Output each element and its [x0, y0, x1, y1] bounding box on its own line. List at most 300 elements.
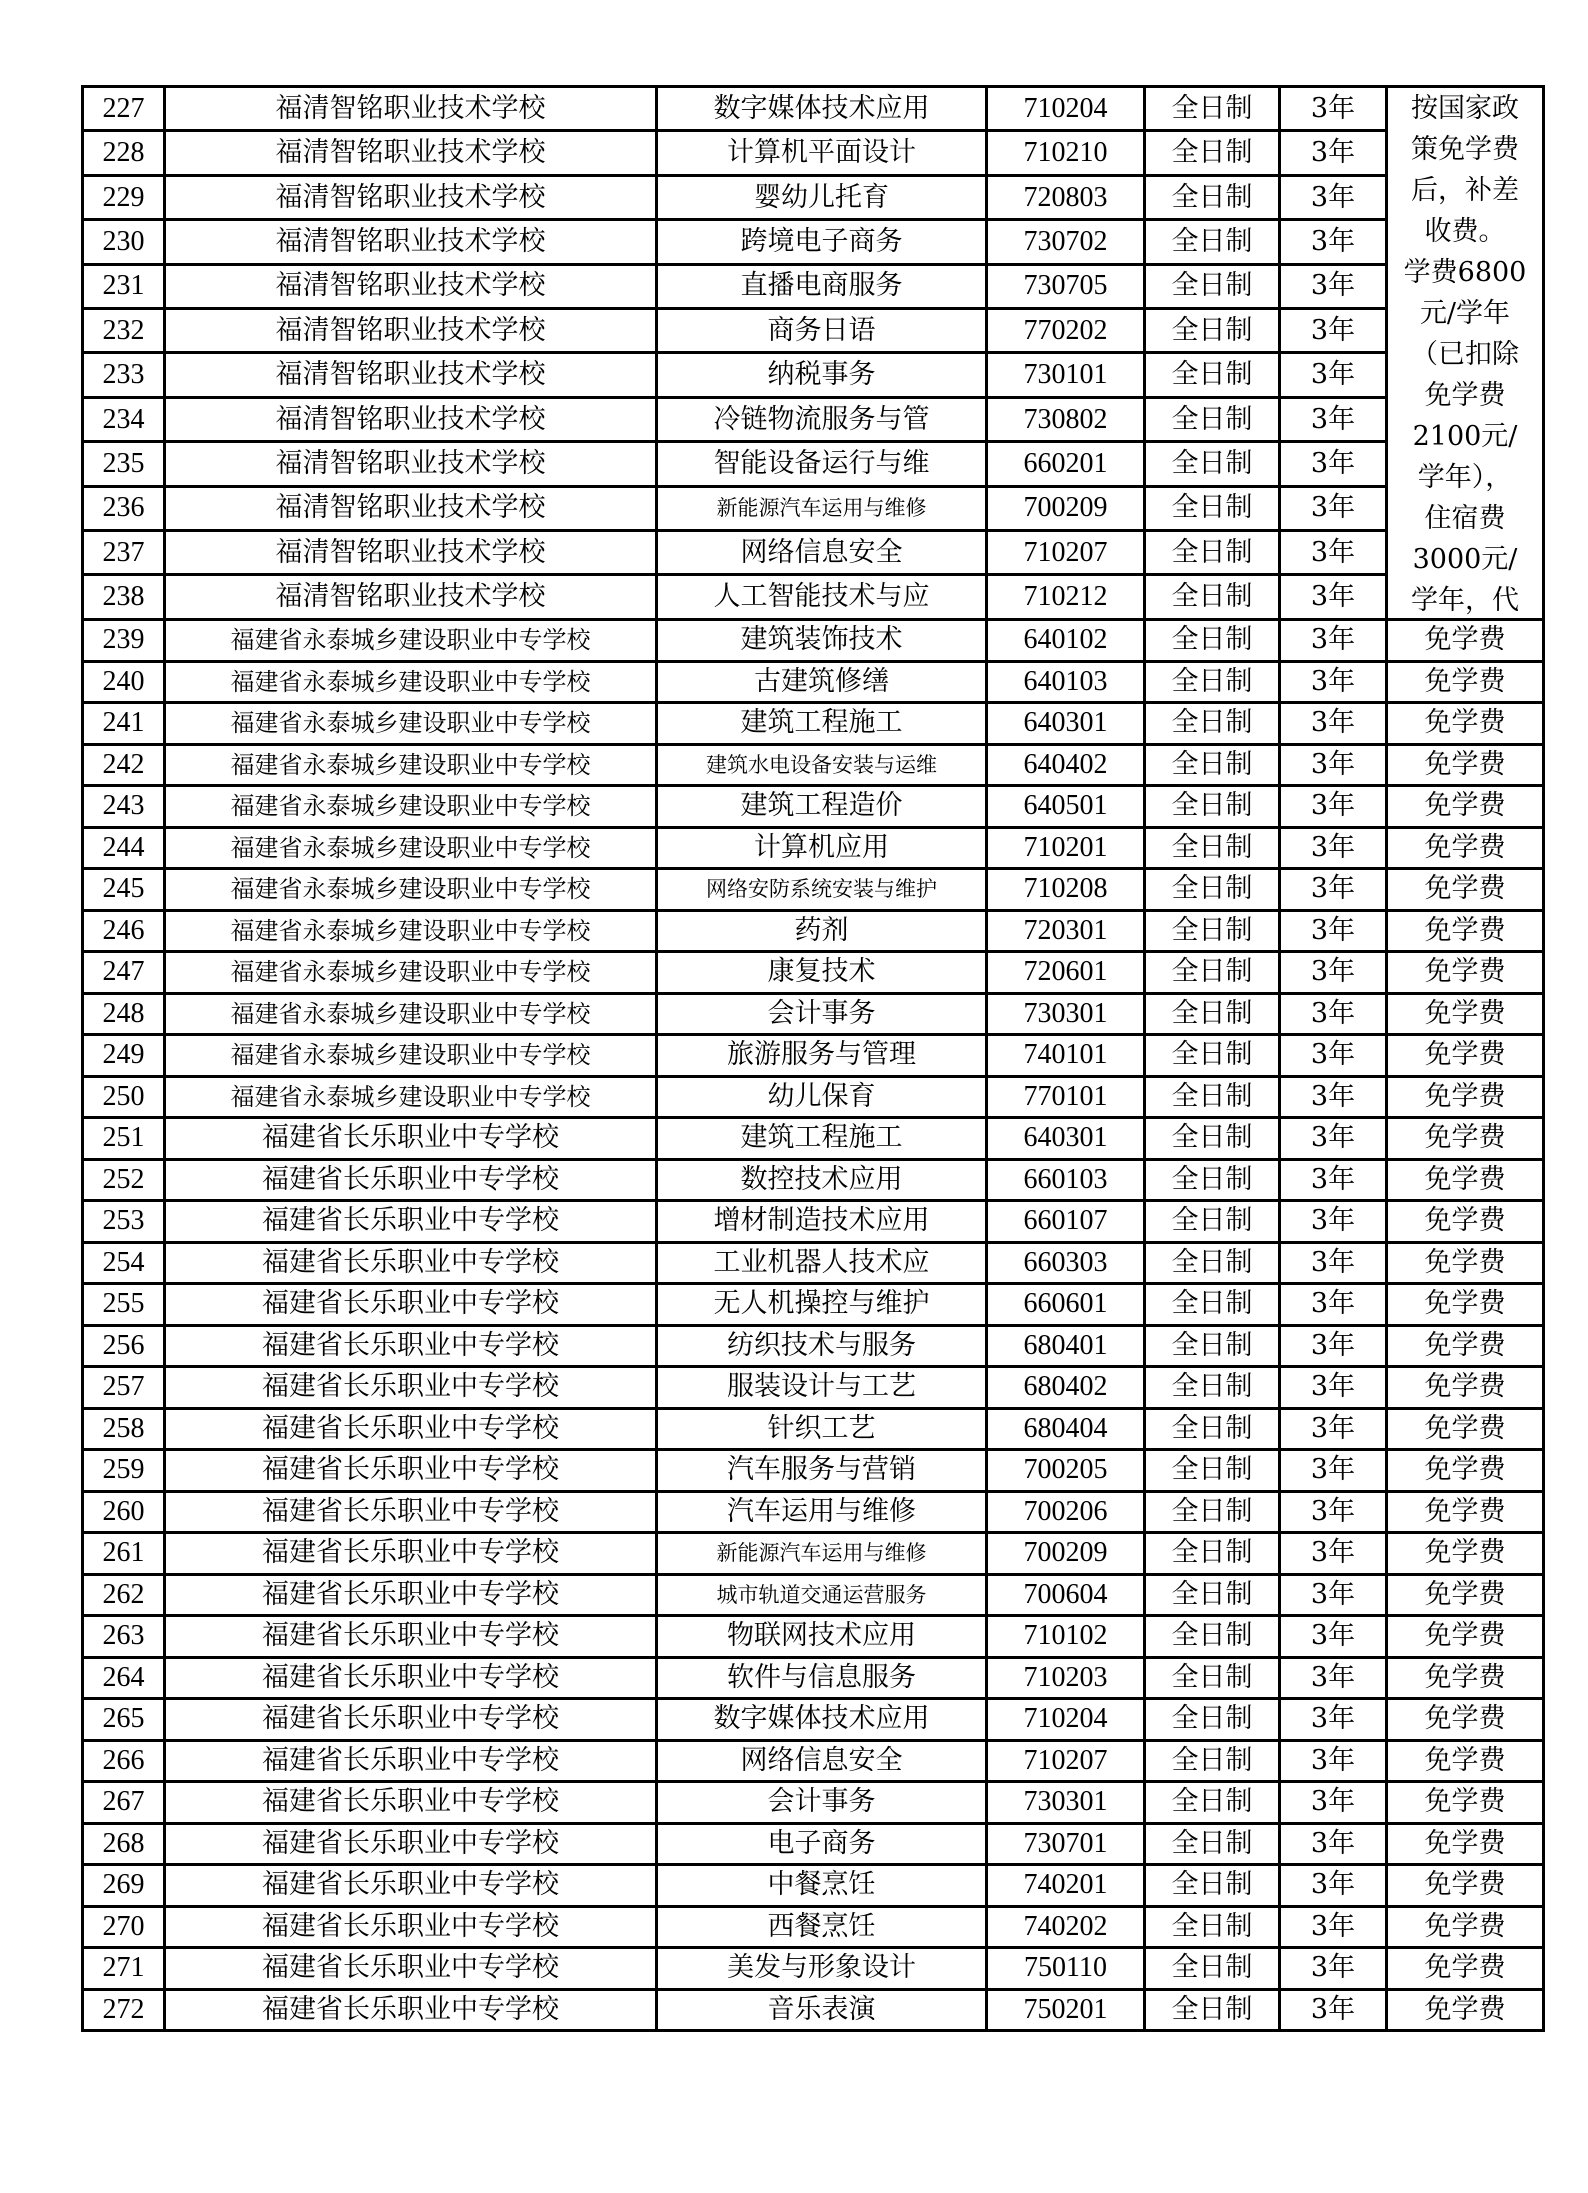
table-row: [83, 1699, 1544, 1741]
fee-cell: 免学费: [1387, 1533, 1544, 1575]
duration-cell: 3年: [1280, 531, 1387, 575]
school-name-cell: 福建省永泰城乡建设职业中专学校: [165, 910, 657, 952]
duration-cell: 3年: [1280, 131, 1387, 175]
study-mode-cell: 全日制: [1145, 1906, 1280, 1948]
school-name-cell: 福清智铭职业技术学校: [165, 131, 657, 175]
row-number-cell: 232: [83, 309, 165, 353]
fee-note-line: 元/学年: [1419, 298, 1511, 329]
major-name-cell: 幼儿保育: [657, 1076, 987, 1118]
row-number-cell: 229: [83, 175, 165, 219]
fee-cell: 免学费: [1387, 1450, 1544, 1492]
table-row: [83, 1657, 1544, 1699]
school-name-cell: 福建省永泰城乡建设职业中专学校: [165, 952, 657, 994]
study-mode-cell: 全日制: [1145, 1118, 1280, 1160]
major-code-cell: 720601: [987, 952, 1145, 994]
row-number-cell: 265: [83, 1699, 165, 1741]
major-code-cell: 700209: [987, 486, 1145, 530]
major-code-cell: 660107: [987, 1201, 1145, 1243]
major-code-cell: 680401: [987, 1325, 1145, 1367]
study-mode-cell: 全日制: [1145, 1782, 1280, 1824]
school-name-cell: 福建省长乐职业中专学校: [165, 1242, 657, 1284]
row-number-cell: 237: [83, 531, 165, 575]
duration-cell: 3年: [1280, 397, 1387, 441]
study-mode-cell: 全日制: [1145, 1574, 1280, 1616]
major-name-cell: 中餐烹饪: [657, 1865, 987, 1907]
study-mode-cell: 全日制: [1145, 1533, 1280, 1575]
school-name-cell: 福建省长乐职业中专学校: [165, 1699, 657, 1741]
fee-cell: 免学费: [1387, 1989, 1544, 2031]
major-code-cell: 710208: [987, 869, 1145, 911]
study-mode-cell: 全日制: [1145, 1989, 1280, 2031]
row-number-cell: 263: [83, 1616, 165, 1658]
table-row: [83, 1865, 1544, 1907]
row-number-cell: 239: [83, 620, 165, 662]
row-number-cell: 246: [83, 910, 165, 952]
study-mode-cell: 全日制: [1145, 575, 1280, 620]
row-number-cell: 247: [83, 952, 165, 994]
major-code-cell: 710203: [987, 1657, 1145, 1699]
fee-note-line: 免学费: [1424, 380, 1506, 411]
table-row: [83, 175, 1544, 219]
major-code-cell: 710201: [987, 827, 1145, 869]
duration-cell: 3年: [1280, 952, 1387, 994]
fee-cell: 免学费: [1387, 1948, 1544, 1990]
duration-cell: 3年: [1280, 1284, 1387, 1326]
study-mode-cell: 全日制: [1145, 309, 1280, 353]
row-number-cell: 266: [83, 1740, 165, 1782]
major-code-cell: 710204: [987, 87, 1145, 131]
table-row: [83, 1782, 1544, 1824]
school-name-cell: 福建省长乐职业中专学校: [165, 1823, 657, 1865]
study-mode-cell: 全日制: [1145, 661, 1280, 703]
fee-note-line: 学年，代: [1411, 585, 1519, 616]
fee-cell: 免学费: [1387, 661, 1544, 703]
row-number-cell: 250: [83, 1076, 165, 1118]
fee-cell: 免学费: [1387, 1284, 1544, 1326]
major-name-cell: 数字媒体技术应用: [657, 1699, 987, 1741]
duration-cell: 3年: [1280, 620, 1387, 662]
study-mode-cell: 全日制: [1145, 1035, 1280, 1077]
study-mode-cell: 全日制: [1145, 786, 1280, 828]
major-name-cell: 计算机平面设计: [657, 131, 987, 175]
major-code-cell: 730802: [987, 397, 1145, 441]
school-name-cell: 福建省长乐职业中专学校: [165, 1574, 657, 1616]
study-mode-cell: 全日制: [1145, 1740, 1280, 1782]
major-name-cell: 康复技术: [657, 952, 987, 994]
school-name-cell: 福建省永泰城乡建设职业中专学校: [165, 869, 657, 911]
school-name-cell: 福建省永泰城乡建设职业中专学校: [165, 620, 657, 662]
duration-cell: 3年: [1280, 1491, 1387, 1533]
table-row: [83, 869, 1544, 911]
duration-cell: 3年: [1280, 1201, 1387, 1243]
table-row: [83, 309, 1544, 353]
duration-cell: 3年: [1280, 1325, 1387, 1367]
study-mode-cell: 全日制: [1145, 1076, 1280, 1118]
table-row: [83, 531, 1544, 575]
major-code-cell: 640103: [987, 661, 1145, 703]
major-code-cell: 730702: [987, 220, 1145, 264]
duration-cell: 3年: [1280, 1159, 1387, 1201]
duration-cell: 3年: [1280, 87, 1387, 131]
duration-cell: 3年: [1280, 309, 1387, 353]
school-name-cell: 福清智铭职业技术学校: [165, 175, 657, 219]
table-row: [83, 1284, 1544, 1326]
major-name-cell: 纺织技术与服务: [657, 1325, 987, 1367]
major-code-cell: 640301: [987, 703, 1145, 745]
study-mode-cell: 全日制: [1145, 1823, 1280, 1865]
duration-cell: 3年: [1280, 910, 1387, 952]
major-code-cell: 640301: [987, 1118, 1145, 1160]
fee-cell: 免学费: [1387, 1906, 1544, 1948]
duration-cell: 3年: [1280, 442, 1387, 486]
major-code-cell: 740201: [987, 1865, 1145, 1907]
study-mode-cell: 全日制: [1145, 952, 1280, 994]
duration-cell: 3年: [1280, 575, 1387, 620]
table-row: [83, 353, 1544, 397]
table-row: [83, 486, 1544, 530]
study-mode-cell: 全日制: [1145, 264, 1280, 308]
duration-cell: 3年: [1280, 661, 1387, 703]
major-name-cell: 会计事务: [657, 993, 987, 1035]
duration-cell: 3年: [1280, 1408, 1387, 1450]
study-mode-cell: 全日制: [1145, 869, 1280, 911]
major-name-cell: 网络安防系统安装与维护: [657, 869, 987, 911]
major-name-cell: 汽车服务与营销: [657, 1450, 987, 1492]
major-code-cell: 680402: [987, 1367, 1145, 1409]
school-name-cell: 福建省长乐职业中专学校: [165, 1159, 657, 1201]
duration-cell: 3年: [1280, 1948, 1387, 1990]
table-row: [83, 1533, 1544, 1575]
duration-cell: 3年: [1280, 1076, 1387, 1118]
fee-note-merged-cell: [1387, 87, 1544, 620]
fee-cell: 免学费: [1387, 1699, 1544, 1741]
table-row: [83, 1823, 1544, 1865]
school-name-cell: 福建省长乐职业中专学校: [165, 1657, 657, 1699]
table-row: [83, 1201, 1544, 1243]
fee-note-line: 收费。: [1424, 216, 1506, 247]
study-mode-cell: 全日制: [1145, 131, 1280, 175]
school-name-cell: 福建省长乐职业中专学校: [165, 1782, 657, 1824]
duration-cell: 3年: [1280, 1782, 1387, 1824]
school-name-cell: 福建省永泰城乡建设职业中专学校: [165, 703, 657, 745]
study-mode-cell: 全日制: [1145, 1325, 1280, 1367]
fee-cell: 免学费: [1387, 786, 1544, 828]
major-code-cell: 710210: [987, 131, 1145, 175]
major-name-cell: 服装设计与工艺: [657, 1367, 987, 1409]
fee-note-line: 策免学费: [1411, 134, 1519, 165]
study-mode-cell: 全日制: [1145, 220, 1280, 264]
row-number-cell: 245: [83, 869, 165, 911]
fee-cell: 免学费: [1387, 1491, 1544, 1533]
school-name-cell: 福建省长乐职业中专学校: [165, 1201, 657, 1243]
study-mode-cell: 全日制: [1145, 1242, 1280, 1284]
study-mode-cell: 全日制: [1145, 353, 1280, 397]
fee-cell: 免学费: [1387, 1408, 1544, 1450]
major-code-cell: 640102: [987, 620, 1145, 662]
fee-cell: 免学费: [1387, 1574, 1544, 1616]
school-name-cell: 福建省长乐职业中专学校: [165, 1906, 657, 1948]
study-mode-cell: 全日制: [1145, 1657, 1280, 1699]
row-number-cell: 255: [83, 1284, 165, 1326]
table-row: [83, 993, 1544, 1035]
duration-cell: 3年: [1280, 1740, 1387, 1782]
table-row: [83, 744, 1544, 786]
study-mode-cell: 全日制: [1145, 1408, 1280, 1450]
row-number-cell: 272: [83, 1989, 165, 2031]
major-name-cell: 婴幼儿托育: [657, 175, 987, 219]
table-body: [83, 87, 1544, 2031]
study-mode-cell: 全日制: [1145, 1865, 1280, 1907]
major-name-cell: 物联网技术应用: [657, 1616, 987, 1658]
row-number-cell: 260: [83, 1491, 165, 1533]
major-code-cell: 730705: [987, 264, 1145, 308]
duration-cell: 3年: [1280, 1367, 1387, 1409]
study-mode-cell: 全日制: [1145, 1948, 1280, 1990]
fee-cell: 免学费: [1387, 1159, 1544, 1201]
school-name-cell: 福建省长乐职业中专学校: [165, 1325, 657, 1367]
study-mode-cell: 全日制: [1145, 1159, 1280, 1201]
table-row: [83, 1491, 1544, 1533]
fee-note-line: （已扣除: [1411, 339, 1519, 370]
duration-cell: 3年: [1280, 264, 1387, 308]
major-name-cell: 会计事务: [657, 1782, 987, 1824]
table-row: [83, 1325, 1544, 1367]
school-name-cell: 福建省长乐职业中专学校: [165, 1284, 657, 1326]
major-code-cell: 700209: [987, 1533, 1145, 1575]
school-name-cell: 福建省长乐职业中专学校: [165, 1118, 657, 1160]
school-name-cell: 福建省永泰城乡建设职业中专学校: [165, 744, 657, 786]
school-name-cell: 福建省长乐职业中专学校: [165, 1367, 657, 1409]
row-number-cell: 230: [83, 220, 165, 264]
school-name-cell: 福建省长乐职业中专学校: [165, 1408, 657, 1450]
major-code-cell: 660303: [987, 1242, 1145, 1284]
major-name-cell: 工业机器人技术应: [657, 1242, 987, 1284]
major-code-cell: 710204: [987, 1699, 1145, 1741]
duration-cell: 3年: [1280, 1450, 1387, 1492]
row-number-cell: 270: [83, 1906, 165, 1948]
fee-cell: 免学费: [1387, 703, 1544, 745]
table-row: [83, 952, 1544, 994]
row-number-cell: 267: [83, 1782, 165, 1824]
study-mode-cell: 全日制: [1145, 442, 1280, 486]
school-name-cell: 福清智铭职业技术学校: [165, 397, 657, 441]
duration-cell: 3年: [1280, 1699, 1387, 1741]
study-mode-cell: 全日制: [1145, 486, 1280, 530]
major-name-cell: 音乐表演: [657, 1989, 987, 2031]
row-number-cell: 233: [83, 353, 165, 397]
row-number-cell: 254: [83, 1242, 165, 1284]
row-number-cell: 227: [83, 87, 165, 131]
major-code-cell: 770202: [987, 309, 1145, 353]
major-name-cell: 网络信息安全: [657, 1740, 987, 1782]
fee-cell: 免学费: [1387, 1823, 1544, 1865]
fee-note-line: 住宿费: [1424, 503, 1506, 534]
study-mode-cell: 全日制: [1145, 1699, 1280, 1741]
major-name-cell: 城市轨道交通运营服务: [657, 1574, 987, 1616]
major-code-cell: 640402: [987, 744, 1145, 786]
row-number-cell: 249: [83, 1035, 165, 1077]
major-code-cell: 740202: [987, 1906, 1145, 1948]
row-number-cell: 234: [83, 397, 165, 441]
school-name-cell: 福建省永泰城乡建设职业中专学校: [165, 661, 657, 703]
major-name-cell: 网络信息安全: [657, 531, 987, 575]
major-name-cell: 建筑工程施工: [657, 703, 987, 745]
study-mode-cell: 全日制: [1145, 1616, 1280, 1658]
fee-note-line: 后，补差: [1411, 175, 1519, 206]
fee-cell: 免学费: [1387, 1865, 1544, 1907]
fee-cell: 免学费: [1387, 1616, 1544, 1658]
fee-cell: 免学费: [1387, 1657, 1544, 1699]
row-number-cell: 271: [83, 1948, 165, 1990]
major-code-cell: 700604: [987, 1574, 1145, 1616]
fee-note-line: 3000元/: [1412, 544, 1518, 575]
row-number-cell: 231: [83, 264, 165, 308]
table-row: [83, 1948, 1544, 1990]
major-name-cell: 西餐烹饪: [657, 1906, 987, 1948]
study-mode-cell: 全日制: [1145, 1284, 1280, 1326]
school-name-cell: 福建省长乐职业中专学校: [165, 1533, 657, 1575]
major-code-cell: 680404: [987, 1408, 1145, 1450]
row-number-cell: 244: [83, 827, 165, 869]
major-code-cell: 710207: [987, 531, 1145, 575]
duration-cell: 3年: [1280, 353, 1387, 397]
school-name-cell: 福建省长乐职业中专学校: [165, 1740, 657, 1782]
duration-cell: 3年: [1280, 1989, 1387, 2031]
row-number-cell: 240: [83, 661, 165, 703]
fee-cell: 免学费: [1387, 869, 1544, 911]
school-name-cell: 福清智铭职业技术学校: [165, 309, 657, 353]
study-mode-cell: 全日制: [1145, 397, 1280, 441]
major-code-cell: 730101: [987, 353, 1145, 397]
duration-cell: 3年: [1280, 786, 1387, 828]
row-number-cell: 256: [83, 1325, 165, 1367]
school-name-cell: 福清智铭职业技术学校: [165, 353, 657, 397]
major-code-cell: 660103: [987, 1159, 1145, 1201]
table-row: [83, 786, 1544, 828]
major-code-cell: 720803: [987, 175, 1145, 219]
study-mode-cell: 全日制: [1145, 1201, 1280, 1243]
school-name-cell: 福建省长乐职业中专学校: [165, 1491, 657, 1533]
school-name-cell: 福建省永泰城乡建设职业中专学校: [165, 1035, 657, 1077]
major-name-cell: 跨境电子商务: [657, 220, 987, 264]
school-name-cell: 福清智铭职业技术学校: [165, 264, 657, 308]
major-name-cell: 新能源汽车运用与维修: [657, 1533, 987, 1575]
table-row: [83, 397, 1544, 441]
school-name-cell: 福清智铭职业技术学校: [165, 220, 657, 264]
duration-cell: 3年: [1280, 1035, 1387, 1077]
fee-cell: 免学费: [1387, 1201, 1544, 1243]
duration-cell: 3年: [1280, 1574, 1387, 1616]
fee-note-line: 按国家政: [1411, 93, 1519, 124]
major-name-cell: 汽车运用与维修: [657, 1491, 987, 1533]
major-code-cell: 730301: [987, 993, 1145, 1035]
row-number-cell: 264: [83, 1657, 165, 1699]
major-code-cell: 740101: [987, 1035, 1145, 1077]
row-number-cell: 252: [83, 1159, 165, 1201]
study-mode-cell: 全日制: [1145, 827, 1280, 869]
fee-note-line: 学费6800: [1403, 257, 1527, 288]
major-name-cell: 数字媒体技术应用: [657, 87, 987, 131]
school-name-cell: 福建省永泰城乡建设职业中专学校: [165, 993, 657, 1035]
enrollment-table: [81, 85, 1545, 2032]
study-mode-cell: 全日制: [1145, 1450, 1280, 1492]
row-number-cell: 268: [83, 1823, 165, 1865]
study-mode-cell: 全日制: [1145, 910, 1280, 952]
study-mode-cell: 全日制: [1145, 1491, 1280, 1533]
study-mode-cell: 全日制: [1145, 703, 1280, 745]
major-code-cell: 660601: [987, 1284, 1145, 1326]
row-number-cell: 253: [83, 1201, 165, 1243]
table-row: [83, 1450, 1544, 1492]
duration-cell: 3年: [1280, 220, 1387, 264]
table-row: [83, 703, 1544, 745]
row-number-cell: 259: [83, 1450, 165, 1492]
fee-cell: 免学费: [1387, 1782, 1544, 1824]
school-name-cell: 福建省长乐职业中专学校: [165, 1989, 657, 2031]
fee-cell: 免学费: [1387, 952, 1544, 994]
major-code-cell: 640501: [987, 786, 1145, 828]
row-number-cell: 236: [83, 486, 165, 530]
major-code-cell: 710102: [987, 1616, 1145, 1658]
row-number-cell: 241: [83, 703, 165, 745]
major-name-cell: 软件与信息服务: [657, 1657, 987, 1699]
major-name-cell: 新能源汽车运用与维修: [657, 486, 987, 530]
duration-cell: 3年: [1280, 703, 1387, 745]
major-code-cell: 750201: [987, 1989, 1145, 2031]
row-number-cell: 235: [83, 442, 165, 486]
row-number-cell: 228: [83, 131, 165, 175]
duration-cell: 3年: [1280, 1118, 1387, 1160]
table-row: [83, 1616, 1544, 1658]
major-name-cell: 计算机应用: [657, 827, 987, 869]
row-number-cell: 248: [83, 993, 165, 1035]
major-name-cell: 药剂: [657, 910, 987, 952]
row-number-cell: 257: [83, 1367, 165, 1409]
fee-note-line: 学年），: [1417, 462, 1513, 493]
table-row: [83, 575, 1544, 620]
table-row: [83, 1367, 1544, 1409]
school-name-cell: 福清智铭职业技术学校: [165, 87, 657, 131]
table-row: [83, 1906, 1544, 1948]
fee-cell: 免学费: [1387, 827, 1544, 869]
row-number-cell: 251: [83, 1118, 165, 1160]
duration-cell: 3年: [1280, 1906, 1387, 1948]
major-name-cell: 纳税事务: [657, 353, 987, 397]
school-name-cell: 福建省永泰城乡建设职业中专学校: [165, 1076, 657, 1118]
fee-cell: 免学费: [1387, 1325, 1544, 1367]
table-row: [83, 1989, 1544, 2031]
duration-cell: 3年: [1280, 486, 1387, 530]
fee-cell: 免学费: [1387, 1118, 1544, 1160]
major-name-cell: 冷链物流服务与管: [657, 397, 987, 441]
table-row: [83, 442, 1544, 486]
table-row: [83, 87, 1544, 131]
table-row: [83, 1574, 1544, 1616]
table-row: [83, 1159, 1544, 1201]
school-name-cell: 福清智铭职业技术学校: [165, 486, 657, 530]
fee-cell: 免学费: [1387, 1035, 1544, 1077]
school-name-cell: 福建省永泰城乡建设职业中专学校: [165, 827, 657, 869]
major-name-cell: 直播电商服务: [657, 264, 987, 308]
major-code-cell: 710212: [987, 575, 1145, 620]
table-row: [83, 1118, 1544, 1160]
school-name-cell: 福建省永泰城乡建设职业中专学校: [165, 786, 657, 828]
table-row: [83, 620, 1544, 662]
school-name-cell: 福建省长乐职业中专学校: [165, 1616, 657, 1658]
row-number-cell: 269: [83, 1865, 165, 1907]
school-name-cell: 福清智铭职业技术学校: [165, 442, 657, 486]
row-number-cell: 262: [83, 1574, 165, 1616]
